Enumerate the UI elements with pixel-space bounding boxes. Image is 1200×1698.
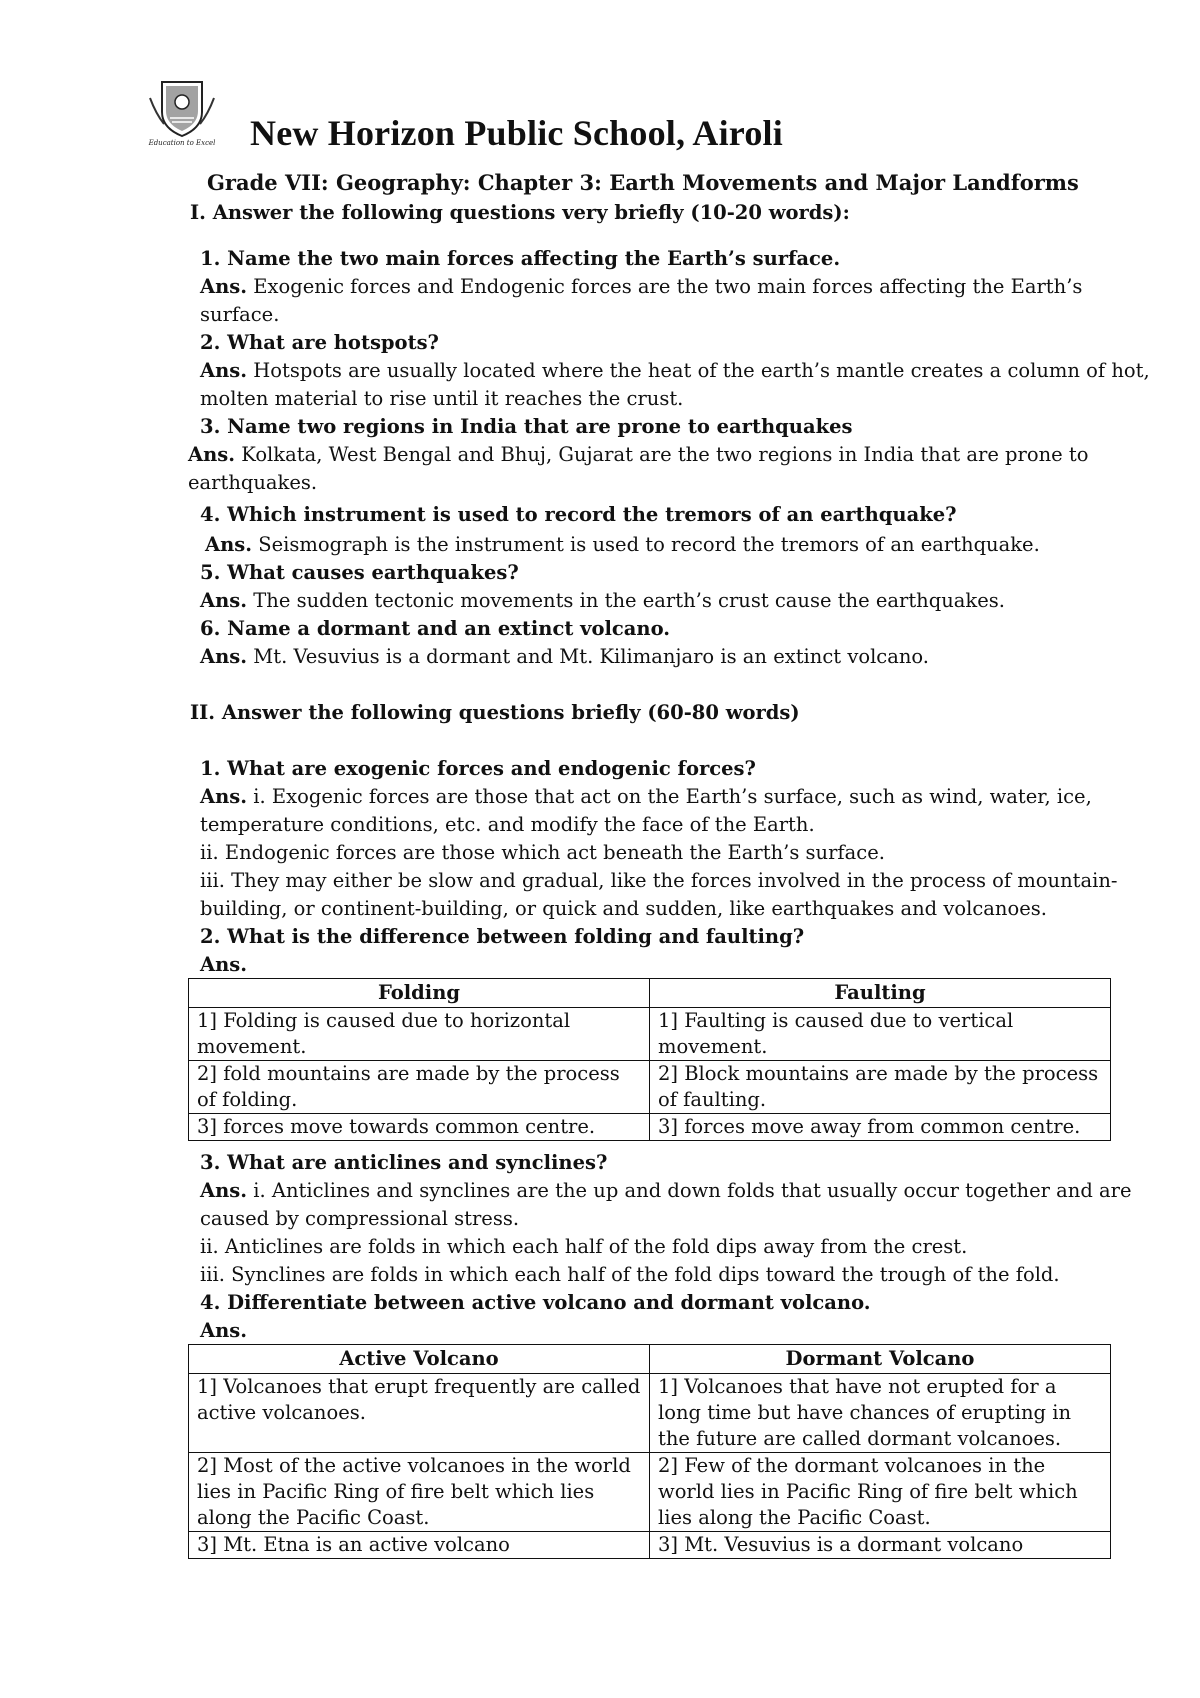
answer-2-3-line-1 <box>200 1178 1132 1204</box>
question-1-2: 2. What are hotspots? <box>200 331 439 354</box>
answer-label: Ans. <box>200 645 248 668</box>
school-name: New Horizon Public School, Airoli <box>250 113 783 153</box>
table-header-row <box>189 1345 1111 1374</box>
table-cell: 1] Volcanoes that erupt frequently are called active volcanoes. <box>189 1374 650 1453</box>
answer-2-3-line-3: ii. Anticlines are folds in which each half of the fold dips away from the crest. <box>200 1235 968 1258</box>
answer-label: Ans. <box>200 785 248 808</box>
answer-label: Ans. <box>200 589 248 612</box>
table-cell: 1] Volcanoes that have not erupted for a long time but have chances of erupting in the future are called dormant volcanoes. <box>650 1374 1111 1453</box>
question-1-6: 6. Name a dormant and an extinct volcano. <box>200 617 671 640</box>
answer-2-1-line-4: iii. They may either be slow and gradual, like the forces involved in the process of mountain- <box>200 869 1118 892</box>
svg-text:Education to Excel: Education to Excel <box>148 139 216 147</box>
question-1-5: 5. What causes earthquakes? <box>200 561 519 584</box>
table-header-cell: Folding <box>189 979 650 1008</box>
active-dormant-volcano-table <box>188 1344 1111 1559</box>
table-cell: 1] Faulting is caused due to vertical movement. <box>650 1008 1111 1061</box>
school-logo <box>140 78 224 148</box>
question-2-2: 2. What is the difference between folding and faulting? <box>200 925 805 948</box>
answer-text: i. Exogenic forces are those that act on the Earth’s surface, such as wind, water, ice, <box>247 785 1092 808</box>
answer-2-4-label: Ans. <box>200 1319 248 1342</box>
answer-2-2-label: Ans. <box>200 953 248 976</box>
answer-2-3-line-4: iii. Synclines are folds in which each half of the fold dips toward the trough of the fold. <box>200 1263 1060 1286</box>
answer-text: Kolkata, West Bengal and Bhuj, Gujarat are the two regions in India that are prone to <box>235 443 1089 466</box>
answer-2-1-line-1 <box>200 784 1092 810</box>
table-cell: 2] Few of the dormant volcanoes in the world lies in Pacific Ring of fire belt which lies along the Pacific Coast. <box>650 1453 1111 1532</box>
answer-1-3-line-1 <box>188 442 1088 468</box>
table-header-row <box>189 979 1111 1008</box>
answer-2-1-line-2: temperature conditions, etc. and modify the face of the Earth. <box>200 813 815 836</box>
answer-text: Seismograph is the instrument is used to record the tremors of an earthquake. <box>252 533 1040 556</box>
question-2-3: 3. What are anticlines and synclines? <box>200 1151 608 1174</box>
table-row <box>189 1061 1111 1114</box>
answer-label: Ans. <box>188 443 236 466</box>
question-1-1: 1. Name the two main forces affecting the Earth’s surface. <box>200 247 841 270</box>
question-1-3: 3. Name two regions in India that are prone to earthquakes <box>200 415 853 438</box>
answer-1-1-line-2: surface. <box>200 303 280 326</box>
answer-2-1-line-5: building, or continent-building, or quick and sudden, like earthquakes and volcanoes. <box>200 897 1047 920</box>
answer-text: i. Anticlines and synclines are the up and down folds that usually occur together and are <box>247 1179 1132 1202</box>
table-cell: 2] Most of the active volcanoes in the world lies in Pacific Ring of fire belt which lies along the Pacific Coast. <box>189 1453 650 1532</box>
answer-label: Ans. <box>200 359 248 382</box>
table-cell: 2] Block mountains are made by the process of faulting. <box>650 1061 1111 1114</box>
section-2-heading: II. Answer the following questions briefly (60-80 words) <box>190 701 800 724</box>
table-header-cell: Active Volcano <box>189 1345 650 1374</box>
question-2-4: 4. Differentiate between active volcano and dormant volcano. <box>200 1291 871 1314</box>
table-header-cell: Dormant Volcano <box>650 1345 1111 1374</box>
table-row <box>189 1374 1111 1453</box>
table-cell: 3] Mt. Etna is an active volcano <box>189 1532 650 1559</box>
answer-text: Exogenic forces and Endogenic forces are the two main forces affecting the Earth’s <box>247 275 1083 298</box>
answer-label: Ans. <box>200 275 248 298</box>
table-row <box>189 1453 1111 1532</box>
table-cell: 1] Folding is caused due to horizontal movement. <box>189 1008 650 1061</box>
answer-2-1-line-3: ii. Endogenic forces are those which act beneath the Earth’s surface. <box>200 841 885 864</box>
question-1-4: 4. Which instrument is used to record the tremors of an earthquake? <box>200 503 957 526</box>
answer-1-2-line-2: molten material to rise until it reaches the crust. <box>200 387 684 410</box>
table-header-cell: Faulting <box>650 979 1111 1008</box>
answer-1-3-line-2: earthquakes. <box>188 471 318 494</box>
answer-text: The sudden tectonic movements in the earth’s crust cause the earthquakes. <box>247 589 1005 612</box>
answer-1-4-line-1 <box>205 532 1040 558</box>
table-cell: 3] forces move towards common centre. <box>189 1114 650 1141</box>
answer-2-3-line-2: caused by compressional stress. <box>200 1207 520 1230</box>
section-1-heading: I. Answer the following questions very briefly (10-20 words): <box>190 201 850 224</box>
answer-1-6-line-1 <box>200 644 929 670</box>
table-row <box>189 1114 1111 1141</box>
answer-1-5-line-1 <box>200 588 1005 614</box>
answer-label: Ans. <box>205 533 253 556</box>
folding-faulting-table <box>188 978 1111 1141</box>
table-cell: 3] Mt. Vesuvius is a dormant volcano <box>650 1532 1111 1559</box>
chapter-subtitle: Grade VII: Geography: Chapter 3: Earth Movements and Major Landforms <box>207 170 1079 195</box>
answer-1-2-line-1 <box>200 358 1150 384</box>
table-cell: 3] forces move away from common centre. <box>650 1114 1111 1141</box>
answer-label: Ans. <box>200 1179 248 1202</box>
answer-text: Hotspots are usually located where the heat of the earth’s mantle creates a column of hot, <box>247 359 1150 382</box>
table-row <box>189 1532 1111 1559</box>
answer-text: Mt. Vesuvius is a dormant and Mt. Kilimanjaro is an extinct volcano. <box>247 645 930 668</box>
answer-1-1-line-1 <box>200 274 1082 300</box>
table-row <box>189 1008 1111 1061</box>
question-2-1: 1. What are exogenic forces and endogenic forces? <box>200 757 756 780</box>
table-cell: 2] fold mountains are made by the process of folding. <box>189 1061 650 1114</box>
